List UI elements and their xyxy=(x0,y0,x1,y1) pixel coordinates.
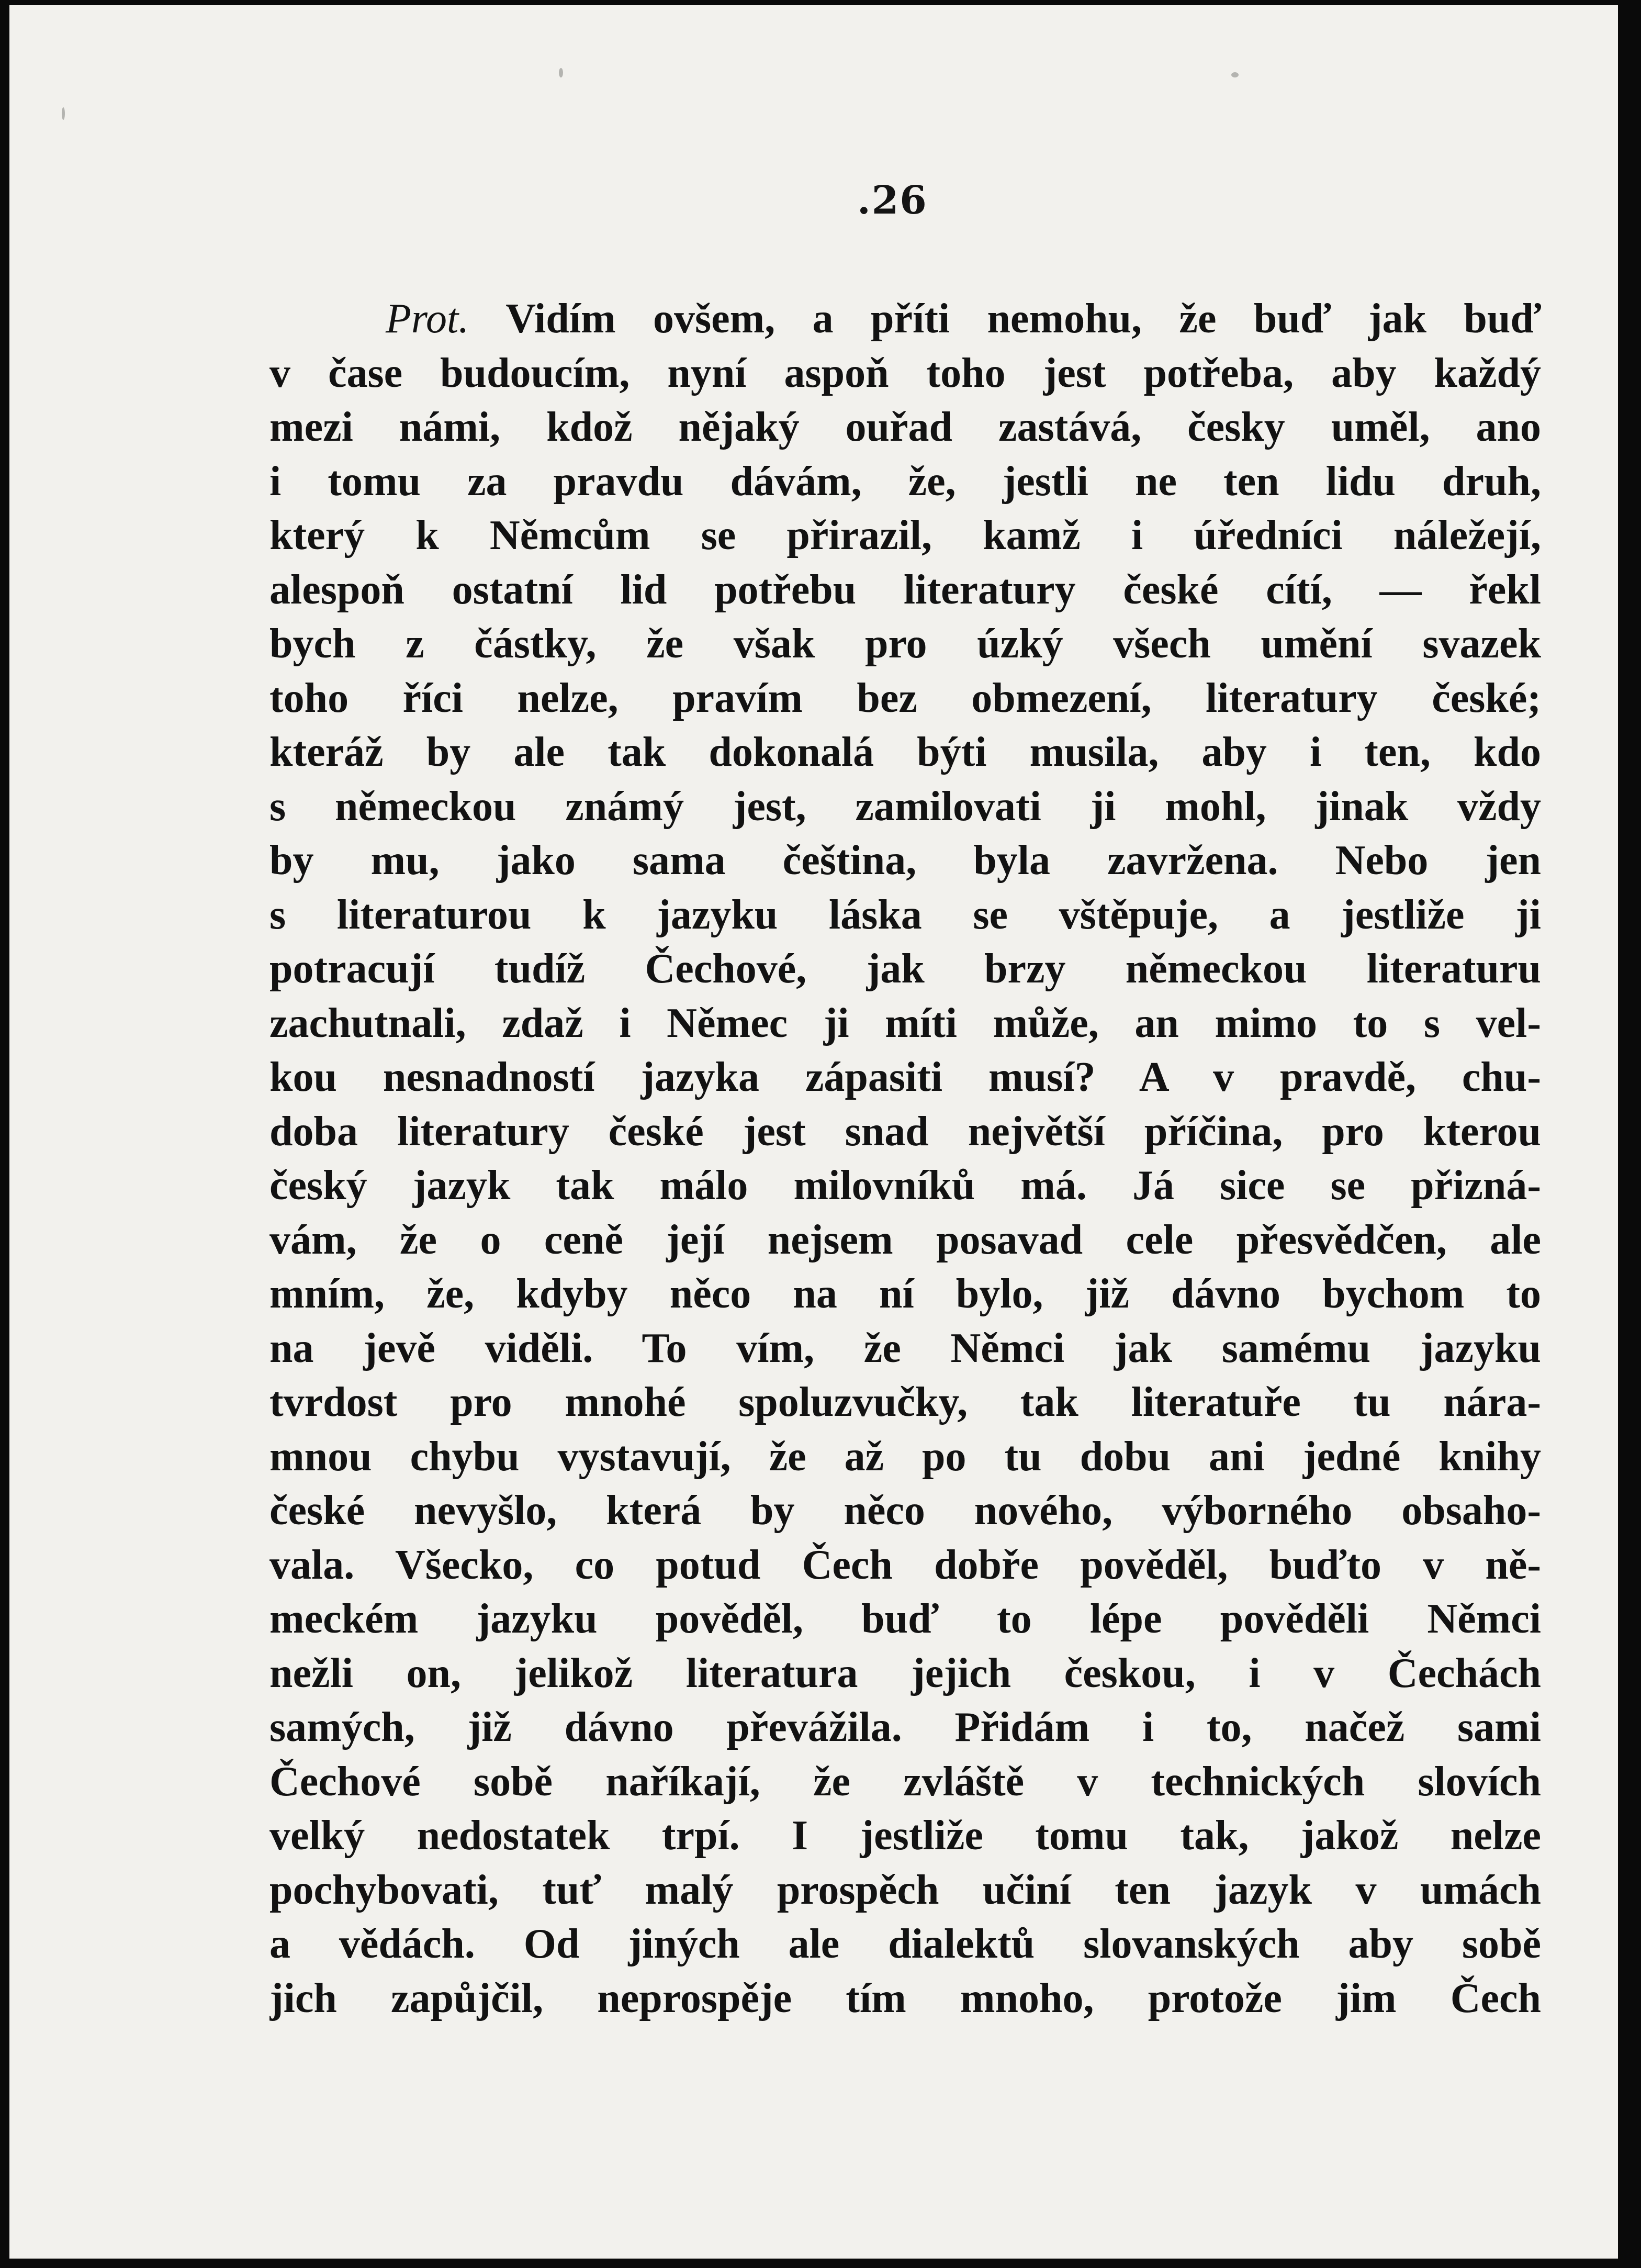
text-line: doba literatury české jest snad největší příčina, pro kterou xyxy=(269,1108,1541,1155)
scanned-page xyxy=(9,5,1618,2259)
text-line: Čechové sobě naříkají, že zvláště v technických slovích xyxy=(269,1758,1541,1805)
text-line: potracují tudíž Čechové, jak brzy německou literaturu xyxy=(269,946,1541,992)
text-line: toho říci nelze, pravím bez obmezení, literatury české; xyxy=(269,675,1541,721)
text-line: tvrdost pro mnohé spoluzvučky, tak literatuře tu nára- xyxy=(269,1379,1541,1425)
text-line: české nevyšlo, která by něco nového, výborného obsaho- xyxy=(269,1488,1541,1534)
text-line: bych z částky, že však pro úzký všech umění svazek xyxy=(269,621,1541,667)
text-line: s německou známý jest, zamilovati ji mohl, jinak vždy xyxy=(269,783,1541,830)
text-line: který k Němcům se přirazil, kamž i úředníci náležejí, xyxy=(269,512,1541,558)
text-line: samých, již dávno převážila. Přidám i to, načež sami xyxy=(269,1704,1541,1750)
scan-speck xyxy=(1231,72,1239,77)
text-line: velký nedostatek trpí. I jestliže tomu tak, jakož nelze xyxy=(269,1813,1541,1859)
text-line: a vědách. Od jiných ale dialektů slovanských aby sobě xyxy=(269,1921,1541,1967)
text-line: zachutnali, zdaž i Němec ji míti může, an mimo to s vel- xyxy=(269,1000,1541,1046)
text-line xyxy=(269,292,1541,347)
body-text xyxy=(269,292,1541,2026)
text-line: kou nesnadností jazyka zápasiti musí? A v pravdě, chu- xyxy=(269,1054,1541,1100)
text-line: mnou chybu vystavují, že až po tu dobu ani jedné knihy xyxy=(269,1433,1541,1480)
scan-speck xyxy=(559,68,563,77)
text-line: vala. Všecko, co potud Čech dobře pověděl, buďto v ně- xyxy=(269,1541,1541,1588)
text-line: pochybovati, tuť malý prospěch učiní ten jazyk v umách xyxy=(269,1867,1541,1913)
text-line: v čase budoucím, nyní aspoň toho jest potřeba, aby každý xyxy=(269,350,1541,396)
text-line: nežli on, jelikož literatura jejich českou, i v Čechách xyxy=(269,1650,1541,1696)
text-line: na jevě viděli. To vím, že Němci jak samému jazyku xyxy=(269,1325,1541,1371)
text-line: český jazyk tak málo milovníků má. Já sice se přizná- xyxy=(269,1163,1541,1209)
text-line: jich zapůjčil, neprospěje tím mnoho, protože jim Čech xyxy=(269,1975,1541,2021)
text-line: mezi námi, kdož nějaký ouřad zastává, česky uměl, ano xyxy=(269,404,1541,450)
line-text: Vidím ovšem, a příti nemohu, že buď jak buď xyxy=(505,296,1541,342)
text-line: s literaturou k jazyku láska se vštěpuje, a jestliže ji xyxy=(269,891,1541,938)
text-line: i tomu za pravdu dávám, že, jestli ne ten lidu druh, xyxy=(269,458,1541,505)
text-line: kteráž by ale tak dokonalá býti musila, aby i ten, kdo xyxy=(269,729,1541,775)
text-line: mním, že, kdyby něco na ní bylo, již dávno bychom to xyxy=(269,1271,1541,1317)
text-line: by mu, jako sama čeština, byla zavržena. Nebo jen xyxy=(269,837,1541,884)
text-line: meckém jazyku pověděl, buď to lépe pověděli Němci xyxy=(269,1596,1541,1642)
text-line: alespoň ostatní lid potřebu literatury české cítí, — řekl xyxy=(269,566,1541,613)
scan-speck xyxy=(62,107,65,120)
speaker-label: Prot. xyxy=(386,296,469,342)
page-number: .26 xyxy=(857,178,928,223)
text-line: vám, že o ceně její nejsem posavad cele přesvědčen, ale xyxy=(269,1216,1541,1263)
